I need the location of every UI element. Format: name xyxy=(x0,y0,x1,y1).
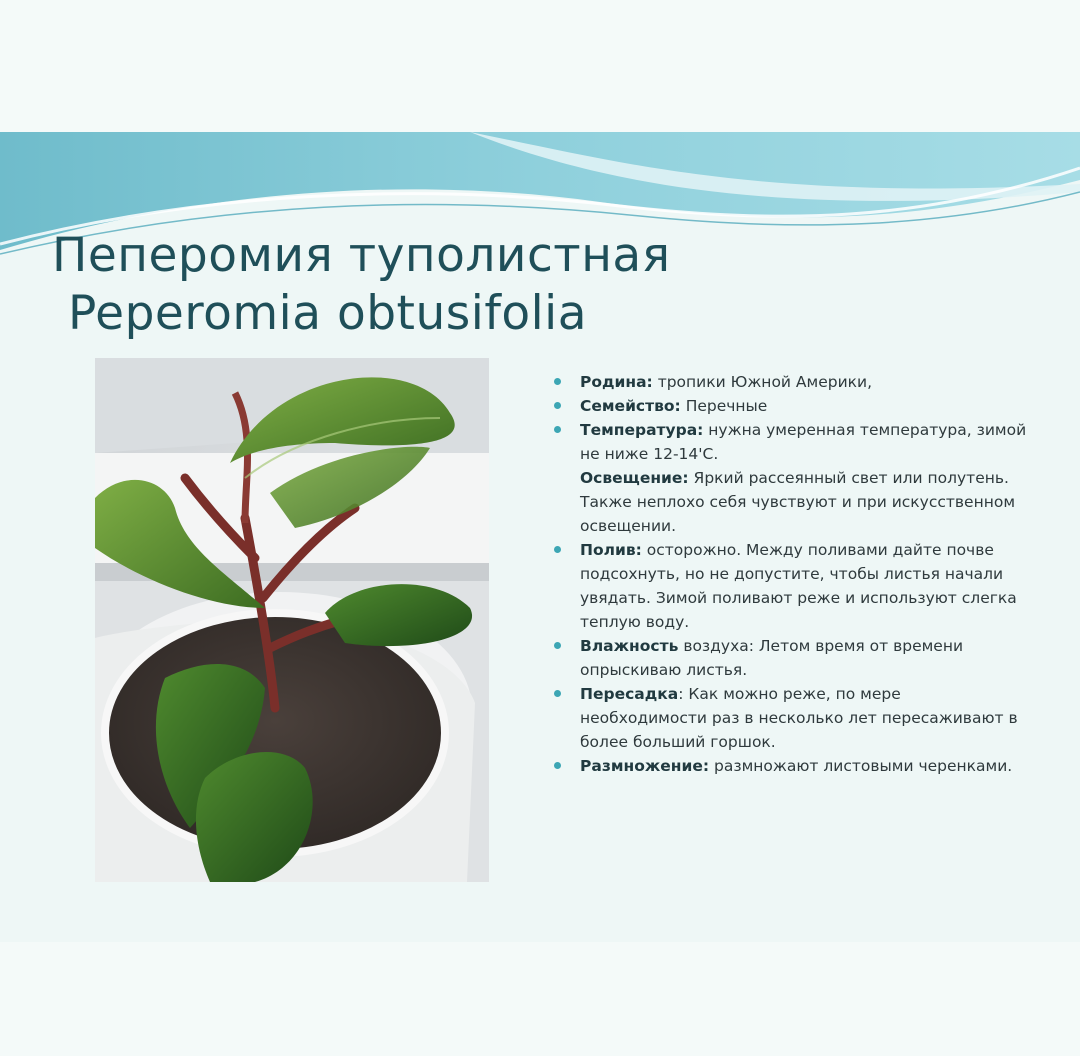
slide xyxy=(0,132,1080,942)
list-item: Влажность воздуха: Летом время от времени опрыскиваю листья. xyxy=(552,634,1032,682)
list-item: Родина: тропики Южной Америки, xyxy=(552,370,1032,394)
list-item: Пересадка: Как можно реже, по мере необходимости раз в несколько лет пересаживают в более больший горшок. xyxy=(552,682,1032,754)
list-item: Полив: осторожно. Между поливами дайте почве подсохнуть, но не допустите, чтобы листья начали увядать. Зимой поливают реже и используют слегка теплую воду. xyxy=(552,538,1032,634)
list-item: Размножение: размножают листовыми черенками. xyxy=(552,754,1032,778)
top-margin xyxy=(0,0,1080,132)
plant-care-list xyxy=(552,370,1032,778)
page-title xyxy=(52,227,671,343)
bottom-margin xyxy=(0,942,1080,1056)
list-item: Температура: нужна умеренная температура, зимой не ниже 12-14'С. xyxy=(552,418,1032,466)
title-russian: Пеперомия туполистная xyxy=(52,228,671,283)
title-latin: Peperomia obtusifolia xyxy=(68,286,588,341)
plant-photo xyxy=(95,358,489,882)
list-item: Семейство: Перечные xyxy=(552,394,1032,418)
list-item: Освещение: Яркий рассеянный свет или полутень. Также неплохо себя чувствуют и при искусственном освещении. xyxy=(580,469,1016,535)
